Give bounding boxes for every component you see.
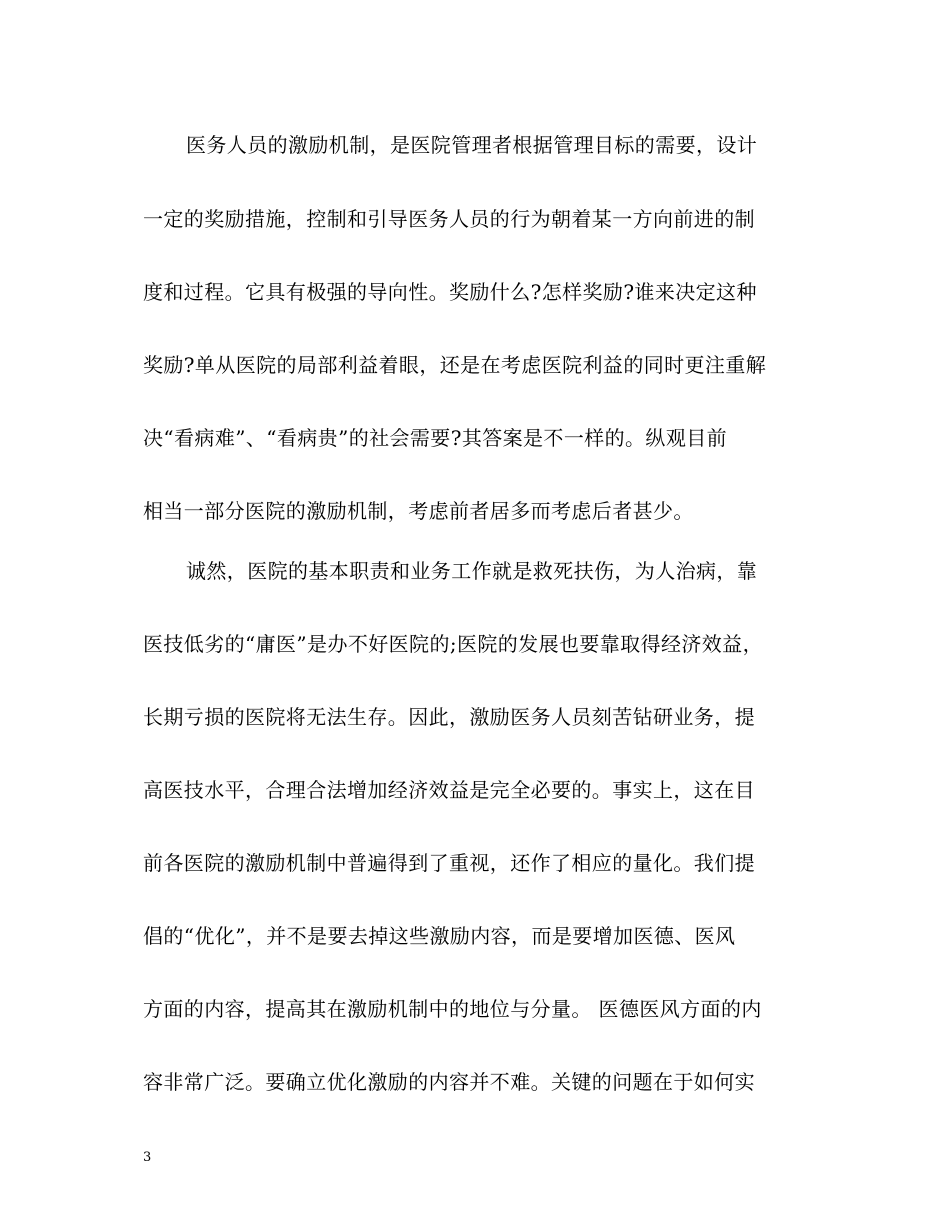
paragraph-2-line-1: 诚然，医院的基本职责和业务工作就是救死扶伤，为人治病，靠 bbox=[186, 559, 758, 583]
paragraph-1-line-2: 一定的奖励措施，控制和引导医务人员的行为朝着某一方向前进的制 bbox=[143, 207, 755, 231]
paragraph-1-line-4: 奖励?单从医院的局部利益着眼，还是在考虑医院利益的同时更注重解 bbox=[143, 353, 767, 377]
page-number: 3 bbox=[143, 1150, 152, 1165]
paragraph-2-line-7: 方面的内容，提高其在激励机制中的地位与分量。 医德医风方面的内 bbox=[143, 997, 762, 1021]
paragraph-1-line-5: 决“看病难”、“看病贵”的社会需要?其答案是不一样的。纵观目前 bbox=[143, 426, 728, 450]
paragraph-2-line-6: 倡的“优化”，并不是要去掉这些激励内容，而是要增加医德、医风 bbox=[143, 924, 736, 948]
paragraph-1-line-6: 相当一部分医院的激励机制，考虑前者居多而考虑后者甚少。 bbox=[143, 499, 694, 523]
paragraph-2-line-2: 医技低劣的“庸医”是办不好医院的;医院的发展也要靠取得经济效益， bbox=[143, 632, 763, 656]
paragraph-2-line-5: 前各医院的激励机制中普遍得到了重视，还作了相应的量化。我们提 bbox=[143, 851, 755, 875]
paragraph-2-line-3: 长期亏损的医院将无法生存。因此，激励医务人员刻苦钻研业务，提 bbox=[143, 705, 755, 729]
paragraph-1-line-1: 医务人员的激励机制，是医院管理者根据管理目标的需要，设计 bbox=[186, 133, 758, 157]
paragraph-1-line-3: 度和过程。它具有极强的导向性。奖励什么?怎样奖励?谁来决定这种 bbox=[143, 280, 757, 304]
paragraph-2-line-8: 容非常广泛。要确立优化激励的内容并不难。关键的问题在于如何实 bbox=[143, 1070, 755, 1094]
paragraph-2-line-4: 高医技水平，合理合法增加经济效益是完全必要的。事实上，这在目 bbox=[143, 778, 755, 802]
